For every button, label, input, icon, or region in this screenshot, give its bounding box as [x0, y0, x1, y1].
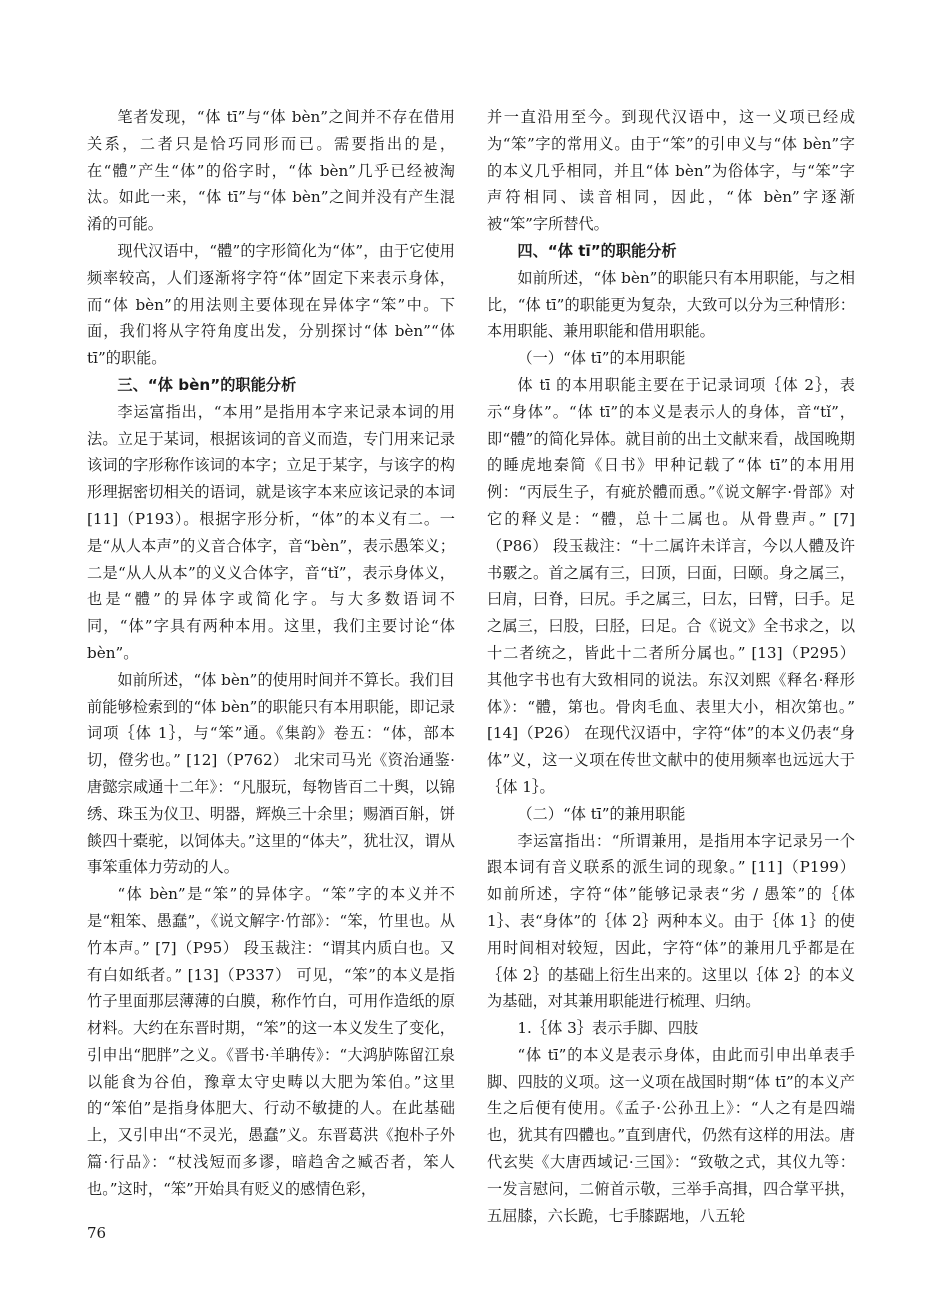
paragraph: 笔者发现，“体 tī”与“体 bèn”之间并不存在借用关系，二者只是恰巧同形而已。需要指出的是，在“體”产生“体”的俗字时，“体 bèn”几乎已经被淘汰。如此一来，“体 tī”与“体 bèn”之间并没有产生混淆的可能。 — [87, 108, 455, 234]
paragraph: 如前所述，“体 bèn”的职能只有本用职能，与之相比，“体 tī”的职能更为复杂，大致可以分为三种情形：本用职能、兼用职能和借用职能。 — [487, 268, 855, 341]
paragraph: 如前所述，“体 bèn”的使用时间并不算长。我们目前能够检索到的“体 bèn”的职能只有本用职能，即记录词项｛体 1｝，与“笨”通。《集韵》卷五：“体，部本切，僜劣也。” [12]（P762） 北宋司马光《资治通鉴·唐懿宗咸通十二年》：“凡服玩，每物皆百二十舆，以锦绣、珠玉为仪卫、明器，辉焕三十余里；赐酒百斛，饼餤四十橐驼，以饲体夫。”这里的“体夫”，犹壮汉，谓从事笨重体力劳动的人。 — [87, 670, 455, 877]
left-column — [87, 104, 455, 1203]
right-column — [487, 104, 855, 1229]
section-heading: 四、“体 tī”的职能分析 — [517, 241, 677, 260]
paragraph: 现代汉语中，“體”的字形简化为“体”，由于它使用频率较高，人们逐渐将字符“体”固定下来表示身体，而“体 bèn”的用法则主要体现在异体字“笨”中。下面，我们将从字符角度出发，分别探讨“体 bèn”“体 tī”的职能。 — [87, 241, 455, 368]
paragraph: 李运富指出：“所谓兼用，是指用本字记录另一个跟本词有音义联系的派生词的现象。” [11]（P199） 如前所述，字符“体”能够记录表“劣 / 愚笨”的｛体 1｝、表“身体”的｛体 2｝两种本义。由于｛体 1｝的使用时间相对较短，因此，字符“体”的兼用几乎都是在｛体 2｝的基础上衍生出来的。这里以｛体 2｝的本义为基础，对其兼用职能进行梳理、归纳。 — [487, 831, 855, 1011]
section-heading: 三、“体 bèn”的职能分析 — [117, 375, 297, 394]
subsection-heading: 1.｛体 3｝表示手脚、四肢 — [517, 1019, 699, 1038]
paragraph: “体 bèn”是“笨”的异体字。“笨”字的本义并不是“粗笨、愚蠢”，《说文解字·竹部》：“笨，竹里也。从竹本声。” [7]（P95） 段玉裁注：“谓其内质白也。又有白如纸者。” [13]（P337） 可见，“笨”的本义是指竹子里面那层薄薄的白膜，称作竹白，可用作造纸的原材料。大约在东晋时期，“笨”的这一本义发生了变化，引申出“肥胖”之义。《晋书·羊聃传》：“大鸿胪陈留江泉以能食为谷伯，豫章太守史畴以大肥为笨伯。”这里的“笨伯”是指身体肥大、行动不敏捷的人。在此基础上，又引申出“不灵光，愚蠢”义。东晋葛洪《抱朴子外篇·行品》：“杖浅短而多谬，暗趋舍之臧否者，笨人也。”这时，“笨”开始具有贬义的感情色彩， — [87, 885, 455, 1198]
paragraph: “体 tī”的本义是表示身体，由此而引申出单表手脚、四肢的义项。这一义项在战国时期“体 tī”的本义产生之后便有使用。《孟子·公孙丑上》：“人之有是四端也，犹其有四體也。”直到唐代，仍然有这样的用法。唐代玄奘《大唐西域记·三国》：“致敬之式，其仪九等：一发言慰问，二俯首示敬，三举手高揖，四合掌平拱，五屈膝，六长跪，七手膝踞地，八五轮 — [487, 1045, 855, 1225]
page-number: 76 — [87, 1224, 107, 1242]
paragraph: 体 tī 的本用职能主要在于记录词项｛体 2｝，表示“身体”。“体 tī”的本义是表示人的身体，音“tǐ”，即“體”的简化异体。就目前的出土文献来看，战国晚期的睡虎地秦简《日书》甲种记载了“体 tī”的本用用例：“丙辰生子，有疵於體而恿。”《说文解字·骨部》对它的释义是：“體，总十二属也。从骨豊声。” [7]（P86） 段玉裁注：“十二属许未详言，今以人體及许书覈之。首之属有三，曰顶，曰面，曰颐。身之属三，曰肩，曰脊，曰尻。手之属三，曰厷，曰臂，曰手。足之属三，曰股，曰胫，曰足。合《说文》全书求之，以十二者统之，皆此十二者所分属也。” [13]（P295） 其他字书也有大致相同的说法。东汉刘熙《释名·释形体》：“體，第也。骨肉毛血、表里大小，相次第也。” [14]（P26） 在现代汉语中，字符“体”的本义仍表“身体”义，这一义项在传世文献中的使用频率也远远大于｛体 1｝。 — [487, 375, 855, 796]
subsection-heading: （二）“体 tī”的兼用职能 — [517, 804, 686, 823]
subsection-heading: （一）“体 tī”的本用职能 — [517, 349, 686, 368]
paragraph: 李运富指出，“本用”是指用本字来记录本词的用法。立足于某词，根据该词的音义而造，专门用来记录该词的字形称作该词的本字；立足于某字，与该字的构形理据密切相关的语词，就是该字本来应该记录的本词 [11]（P193）。根据字形分析，“体”的本义有二。一是“从人本声”的义音合体字，音“bèn”，表示愚笨义；二是“从人从本”的义义合体字，音“tǐ”，表示身体义，也是“體”的异体字或简化字。与大多数语词不同，“体”字具有两种本用。这里，我们主要讨论“体 bèn”。 — [87, 402, 455, 662]
paragraph: 并一直沿用至今。到现代汉语中，这一义项已经成为“笨”字的常用义。由于“笨”的引申义与“体 bèn”字的本义几乎相同，并且“体 bèn”为俗体字，与“笨”字声符相同、读音相同，因此，“体 bèn”字逐渐被“笨”字所替代。 — [487, 108, 855, 234]
